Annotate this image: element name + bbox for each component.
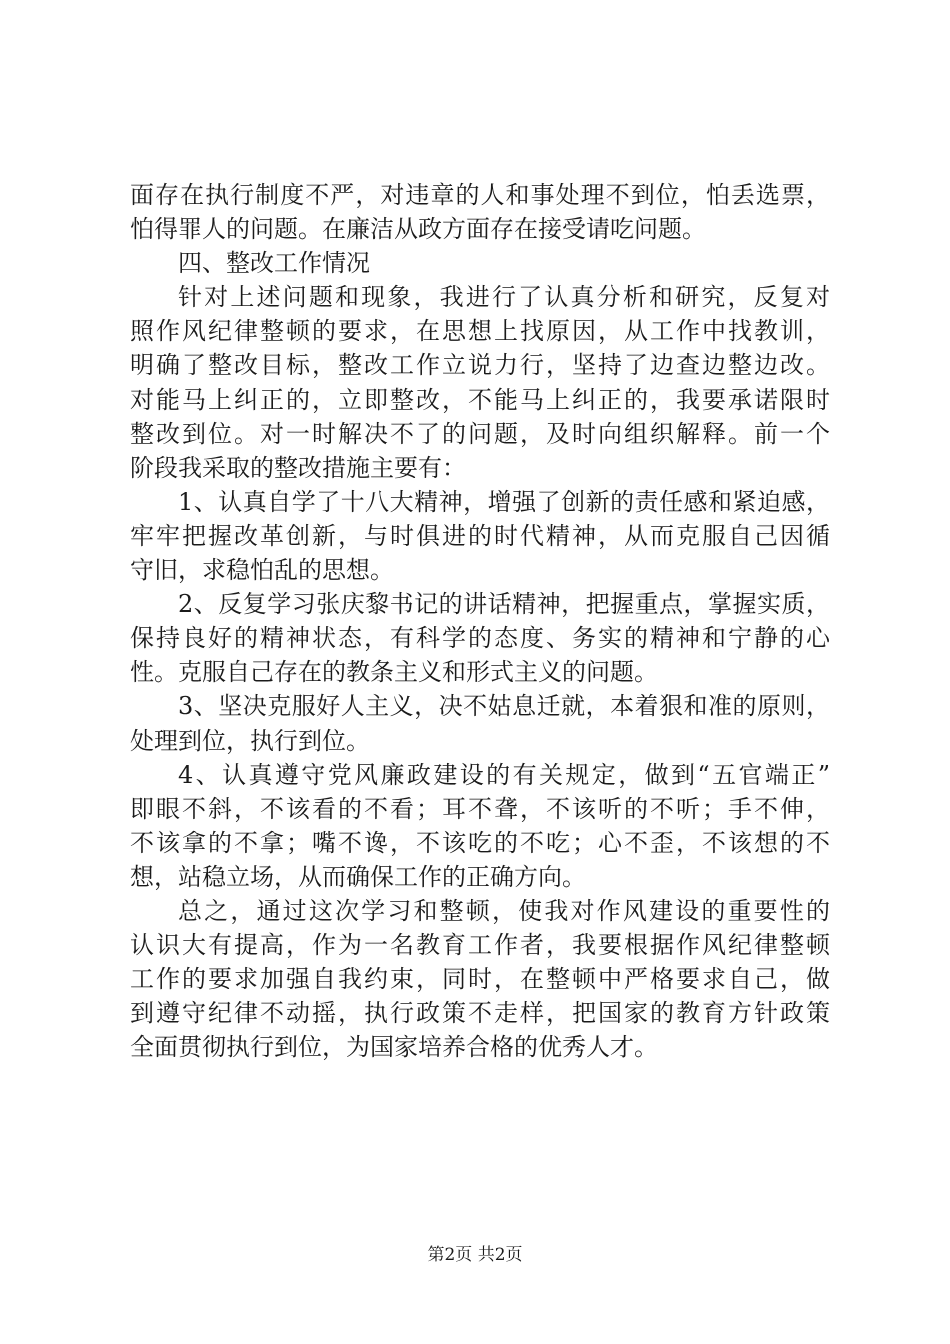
paragraph-continuation [130,178,830,246]
text-line: 整改到位。对一时解决不了的问题，及时向组织解释。前一个 [130,419,830,448]
text-line: 3、坚决克服好人主义，决不姑息迁就，本着狠和准的原则， [178,692,830,721]
text-line: 保持良好的精神状态，有科学的态度、务实的精神和宁静的心 [130,624,830,653]
text-line: 照作风纪律整顿的要求，在思想上找原因，从工作中找教训， [130,317,830,346]
text-line: 想，站稳立场，从而确保工作的正确方向。 [130,862,586,891]
text-line: 认识大有提高，作为一名教育工作者，我要根据作风纪律整顿 [130,931,830,960]
text-line: 阶段我采取的整改措施主要有： [130,453,466,482]
section-heading [130,246,830,280]
text-line: 性。克服自己存在的教条主义和形式主义的问题。 [130,658,658,687]
text-line: 即眼不斜，不该看的不看；耳不聋，不该听的不听；手不伸， [130,794,830,823]
text-line: 面存在执行制度不严，对违章的人和事处理不到位，怕丢选票， [130,181,830,209]
list-item-2 [130,587,830,689]
paragraph [130,280,830,485]
conclusion-paragraph [130,894,830,1064]
text-line: 处理到位，执行到位。 [130,726,370,755]
list-item-3 [130,689,830,757]
text-line: 工作的要求加强自我约束，同时，在整顿中严格要求自己，做 [130,965,830,994]
text-line: 针对上述问题和现象，我进行了认真分析和研究，反复对 [178,283,830,312]
text-line: 全面贯彻执行到位，为国家培养合格的优秀人才。 [130,1033,658,1062]
text-line: 总之，通过这次学习和整顿，使我对作风建设的重要性的 [178,896,830,925]
heading-line: 四、整改工作情况 [178,249,370,278]
text-line: 到遵守纪律不动摇，执行政策不走样，把国家的教育方针政策 [130,999,830,1028]
text-line: 怕得罪人的问题。在廉洁从政方面存在接受请吃问题。 [130,215,706,244]
page-number-footer: 第2页 共2页 [427,1245,523,1265]
text-line: 4、认真遵守党风廉政建设的有关规定，做到“五官端正” [178,760,830,789]
list-item-1 [130,485,830,587]
text-line: 对能马上纠正的，立即整改，不能马上纠正的，我要承诺限时 [130,385,830,414]
text-line: 不该拿的不拿；嘴不谗，不该吃的不吃；心不歪，不该想的不 [130,828,830,857]
list-item-4 [130,758,830,894]
text-line: 牢牢把握改革创新，与时俱进的时代精神，从而克服自己因循 [130,521,830,550]
text-line: 1、认真自学了十八大精神，增强了创新的责任感和紧迫感， [178,487,830,516]
document-body [130,178,830,1064]
text-line: 明确了整改目标，整改工作立说力行，坚持了边查边整边改。 [130,351,830,380]
text-line: 守旧，求稳怕乱的思想。 [130,556,394,585]
text-line: 2、反复学习张庆黎书记的讲话精神，把握重点，掌握实质， [178,590,830,619]
